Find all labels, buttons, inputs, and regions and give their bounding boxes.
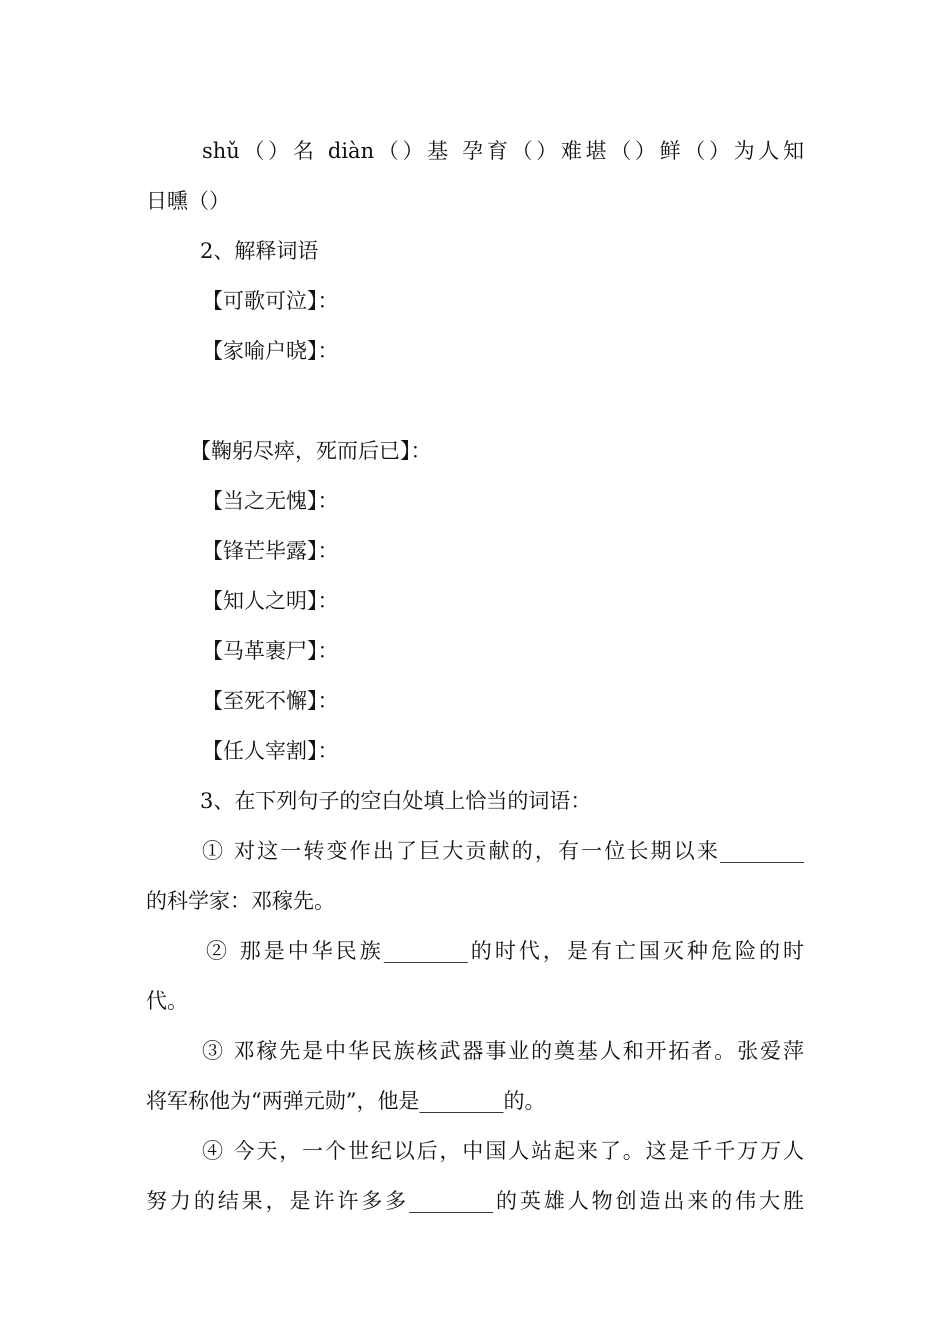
term-item: 【知人之明】： bbox=[202, 589, 339, 613]
question-4-line-2: 努力的结果，是许许多多________的英雄人物创造出来的伟大胜 bbox=[146, 1189, 804, 1213]
term-item: 【可歌可泣】： bbox=[202, 289, 339, 313]
term-item: 【当之无愧】： bbox=[202, 489, 339, 513]
section-2-heading: 2、解释词语 bbox=[200, 239, 319, 263]
question-1-line-1: ① 对这一转变作出了巨大贡献的，有一位长期以来________ bbox=[202, 839, 804, 863]
pinyin-fill-line: shǔ（）名 diàn（）基 孕育（）难堪（）鲜（）为人知 bbox=[202, 139, 804, 163]
question-4-line-1: ④ 今天，一个世纪以后，中国人站起来了。这是千千万万人 bbox=[202, 1139, 804, 1163]
pinyin-fill-line-cont: 日曛（） bbox=[146, 189, 230, 213]
question-2-line-1: ② 那是中华民族________的时代，是有亡国灭种危险的时 bbox=[206, 939, 804, 963]
question-3-line-1: ③ 邓稼先是中华民族核武器事业的奠基人和开拓者。张爱萍 bbox=[202, 1039, 804, 1063]
question-3-line-2: 将军称他为“两弹元勋”，他是________的。 bbox=[146, 1089, 546, 1113]
term-item: 【家喻户晓】： bbox=[202, 339, 339, 363]
term-item: 【至死不懈】： bbox=[202, 689, 339, 713]
question-1-line-2: 的科学家：邓稼先。 bbox=[146, 889, 335, 913]
term-item: 【任人宰割】： bbox=[202, 739, 339, 763]
section-3-heading: 3、在下列句子的空白处填上恰当的词语： bbox=[200, 789, 592, 813]
term-item: 【鞠躬尽瘁，死而后已】： bbox=[190, 439, 432, 463]
term-item: 【马革裹尸】： bbox=[202, 639, 339, 663]
question-2-line-2: 代。 bbox=[146, 989, 188, 1013]
term-item: 【锋芒毕露】： bbox=[202, 539, 339, 563]
